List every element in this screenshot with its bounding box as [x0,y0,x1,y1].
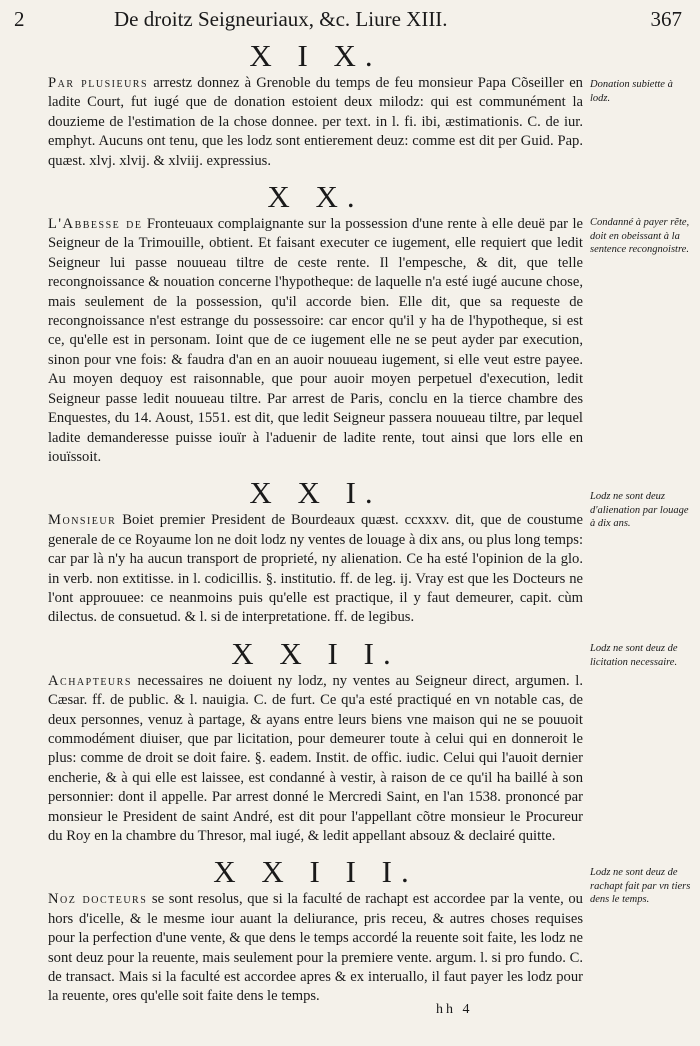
section-heading: X X I. [249,475,382,511]
paragraph-body: necessaires ne doiuent ny lodz, ny ventes au Seigneur direct, argumen. l. Cæsar. ff. de public. & l. nauigia. C. de furt. Ce qu'a esté practiqué en vn notable cas, de deux personnes, venuz à partage, & ayans entre leurs biens vne maison qui ne se pouuoit commodément diuiser, que par licitation, pour demeurer toute à celui qui en donneroit le plus: comme de droit se doit faire. §. eadem. Instit. de offic. iudic. Celui qui l'auoit dernier encherie, & à qui elle est laissee, est condanné à vestir, à raison de ce qu'il ha baillé à son personnier: dont il appelle. Par arrest donné le Mercredi Saint, en l'an 1538. prononcé par monsieur le President de saint André, est dit pour l'appellant cõtre monsieur le Procureur du Roy en la chambre du Thresor, mal iugé, & ledit appellant absouz & declairé quitte. [48,672,583,844]
section-heading: X X I I I. [213,854,418,890]
paragraph-body: Boiet premier President de Bourdeaux quæst. ccxxxv. dit, que de coustume generale de ce Royaume lon ne doit lodz ny ventes de louage à dix ans, ou plus long temps: car par là n'y ha aucun transport de proprieté, ny alienation. Ce ha esté l'opinion de la glo. in verb. non extitisse. in l. codicillis. §. institutio. ff. de leg. ij. Vray est que les Docteurs ne l'ont approuuee: ce neanmoins puis qu'elle est practique, il y faut demeurer, capit. cùm dilectus. de consuetud. & l. si de interpretatione. ff. de legibus. [48,512,583,626]
header-title: De droitz Seigneuriaux, &c. Liure XIII. [114,7,448,31]
section-heading: X I X. [249,38,382,73]
paragraph-body: Fronteuaux complaignante sur la possession d'une rente à elle deuë par le Seigneur de la Trimouille, obtient. Et faisant executer ce iugement, elle requiert que ledit Seigneur lui passe nouueau tiltre de ceste rente. Il l'empesche, & dit, que telle recongnoissance & nouation concerne l'hypotheque: de laquelle n'a esté iugé aucune chose, mais seulement de la possession, qu'il accorde bien. Elle dit, que sa requeste de recongnoissance n'est estrange du possessoire: car encor qu'il y ha de l'hypotheque, si est ce, qu'elle est in personam. Ioint que de ce iugement elle ne se peut ayder par execution, sinon pour vne fois: & faudra d'an en an auoir nouueau iugement, si elle veut estre payee. Au moyen dequoy est raisonnable, que pour auoir moyen perpetuel d'execution, ledit Seigneur passe ledit nouueau tiltre. Par arrest de Paris, conclu en la tierce chambre des Enquestes, du 14. Aoust, 1551. est dit, que ledit Seigneur passera nouueau tiltre, par lequel ladite demanderesse puisse iouïr à l'aduenir de ladite rente, tout ainsi que lors elle en iouïssoit. [48,216,583,465]
margin-note: Lodz ne sont deuz d'alienation par louage à dix ans. [590,491,689,529]
paragraph-lead: Par plusieurs [48,75,149,91]
paragraph-lead: Achapteurs [48,672,132,689]
margin-note: Donation subiette à lodz. [590,79,673,104]
main-text [48,38,583,1015]
section-paragraph [48,511,583,627]
paragraph-lead: Monsieur [48,512,117,529]
section-paragraph [48,74,583,171]
page-number: 367 [650,7,682,31]
section-heading: X X I I. [231,635,400,671]
paragraph-lead: Noz docteurs [48,891,148,908]
header-left: 2 [14,7,25,31]
margin-note: Condanné à payer rẽte, doit en obeissant à la sentence recongnoistre. [590,217,690,255]
paragraph-body: arrestz donnez à Grenoble du temps de feu monsieur Papa Cõseiller en ladite Court, fut iugé que de donation estoient deux milodz: qui est communément la douzieme de l'estimation de la chose donnee. per text. in l. fi. ibi, æstimationis. C. de iur. emphyt. Aucuns ont tenu, que les lodz sont entierement deuz: comme est dit per Guid. Pap. quæst. xlvj. xlvij. & xlviij. expressius. [48,75,583,169]
section-heading: X X. [267,179,364,215]
section-paragraph [48,890,583,1006]
margin-note: Lodz ne sont deuz de licitation necessaire. [590,643,678,668]
paragraph-lead: L'Abbesse de [48,216,143,233]
section-paragraph [48,215,583,467]
signature-mark: hh 4 [436,1002,473,1017]
margin-note: Lodz ne sont deuz de rachapt fait par vn tiers dens le temps. [590,867,691,905]
section-paragraph [48,672,583,847]
running-header [14,6,682,32]
paragraph-body: se sont resolus, que si la faculté de rachapt est accordee par la vente, ou hors d'icelle, & le mesme iour auant la deliurance, pris receu, & autres choses requises pour la perfection d'une vente, & que dens le temps accordé la reuente soit faite, les lodz ne sont deuz pour la reuente, mais seulement pour la premiere vente. argum. l. si pro fundo. C. de transact. Mais si la faculté est accordee apres & ex interuallo, il faut payer les lodz pour la reuente, ores qu'elle soit faite dens le temps. [48,891,583,1005]
